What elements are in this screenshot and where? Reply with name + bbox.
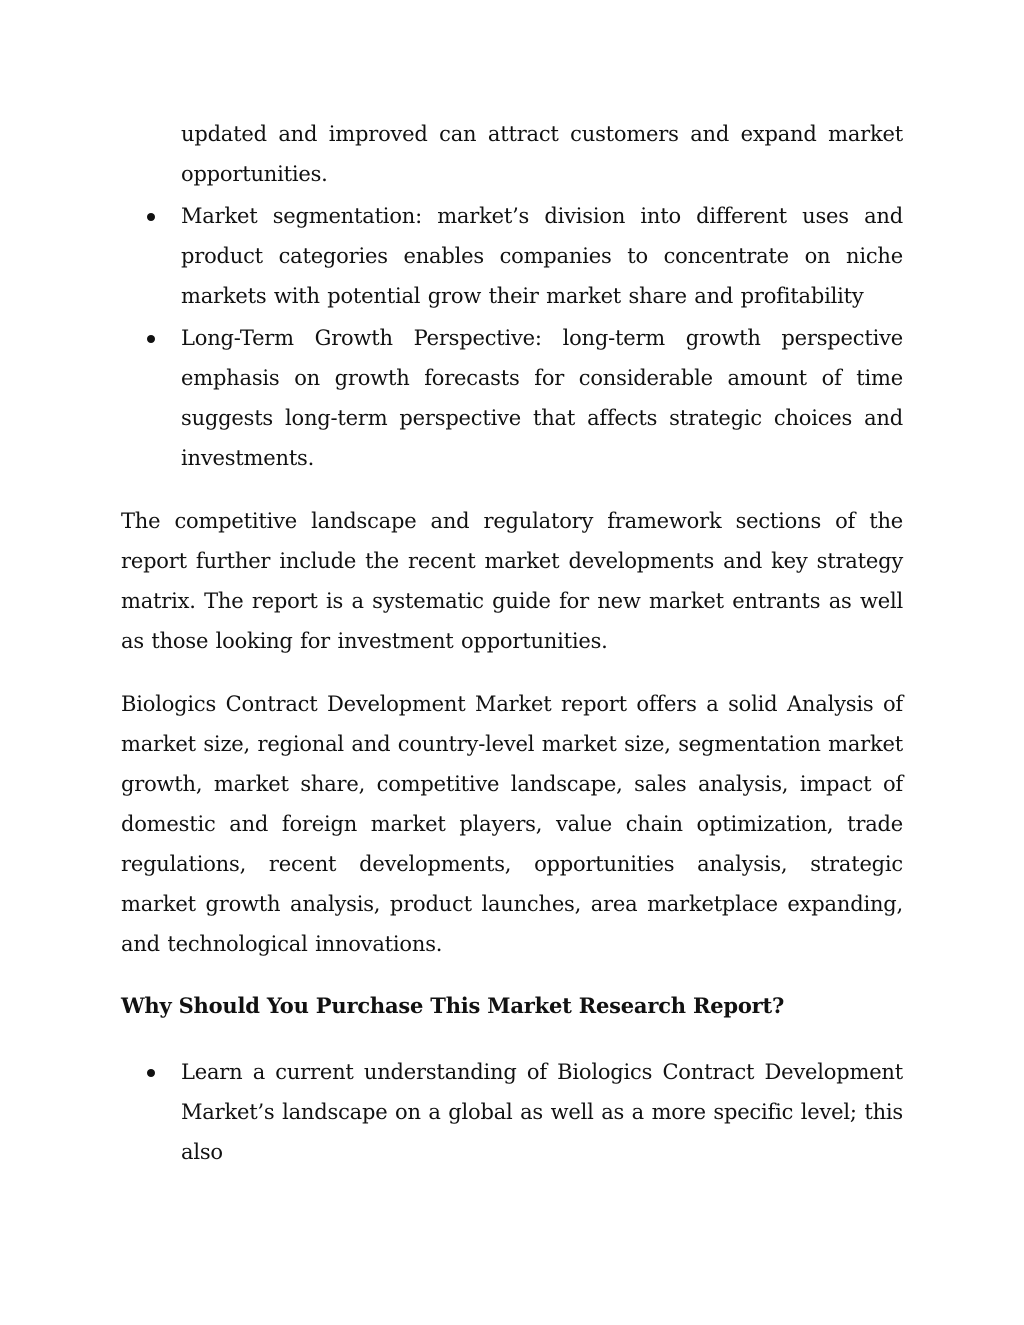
bullet-item-text: Market segmentation: market’s division into different uses and product categories enables companies to concentrate on niche markets with potential grow their market share and profitability bbox=[181, 204, 903, 308]
bullet-item bbox=[181, 196, 903, 316]
bullet-continuation bbox=[181, 114, 903, 194]
bullet-item-text: Learn a current understanding of Biologics Contract Development Market’s landscape on a global as well as a more specific level; this also bbox=[181, 1060, 903, 1164]
bullet-item bbox=[181, 1052, 903, 1172]
body-paragraph-text: The competitive landscape and regulatory framework sections of the report further include the recent market developments and key strategy matrix. The report is a systematic guide for new market entrants as well as those looking for investment opportunities. bbox=[121, 509, 903, 653]
bullet-dot-icon bbox=[147, 213, 155, 221]
bullet-continuation-text: updated and improved can attract customers and expand market opportunities. bbox=[181, 122, 903, 186]
body-paragraph bbox=[121, 501, 903, 661]
body-paragraph-text: Biologics Contract Development Market report offers a solid Analysis of market size, regional and country-level market size, segmentation market growth, market share, competitive landscape, sales analysis, impact of domestic and foreign market players, value chain optimization, trade regulations, recent developments, opportunities analysis, strategic market growth analysis, product launches, area marketplace expanding, and technological innovations. bbox=[121, 692, 903, 956]
body-paragraph bbox=[121, 684, 903, 964]
bullet-dot-icon bbox=[147, 1069, 155, 1077]
bullet-item-text: Long-Term Growth Perspective: long-term growth perspective emphasis on growth forecasts for considerable amount of time suggests long-term perspective that affects strategic choices and investments. bbox=[181, 326, 903, 470]
section-heading: Why Should You Purchase This Market Research Report? bbox=[121, 993, 785, 1018]
bullet-item bbox=[181, 318, 903, 478]
bullet-dot-icon bbox=[147, 335, 155, 343]
